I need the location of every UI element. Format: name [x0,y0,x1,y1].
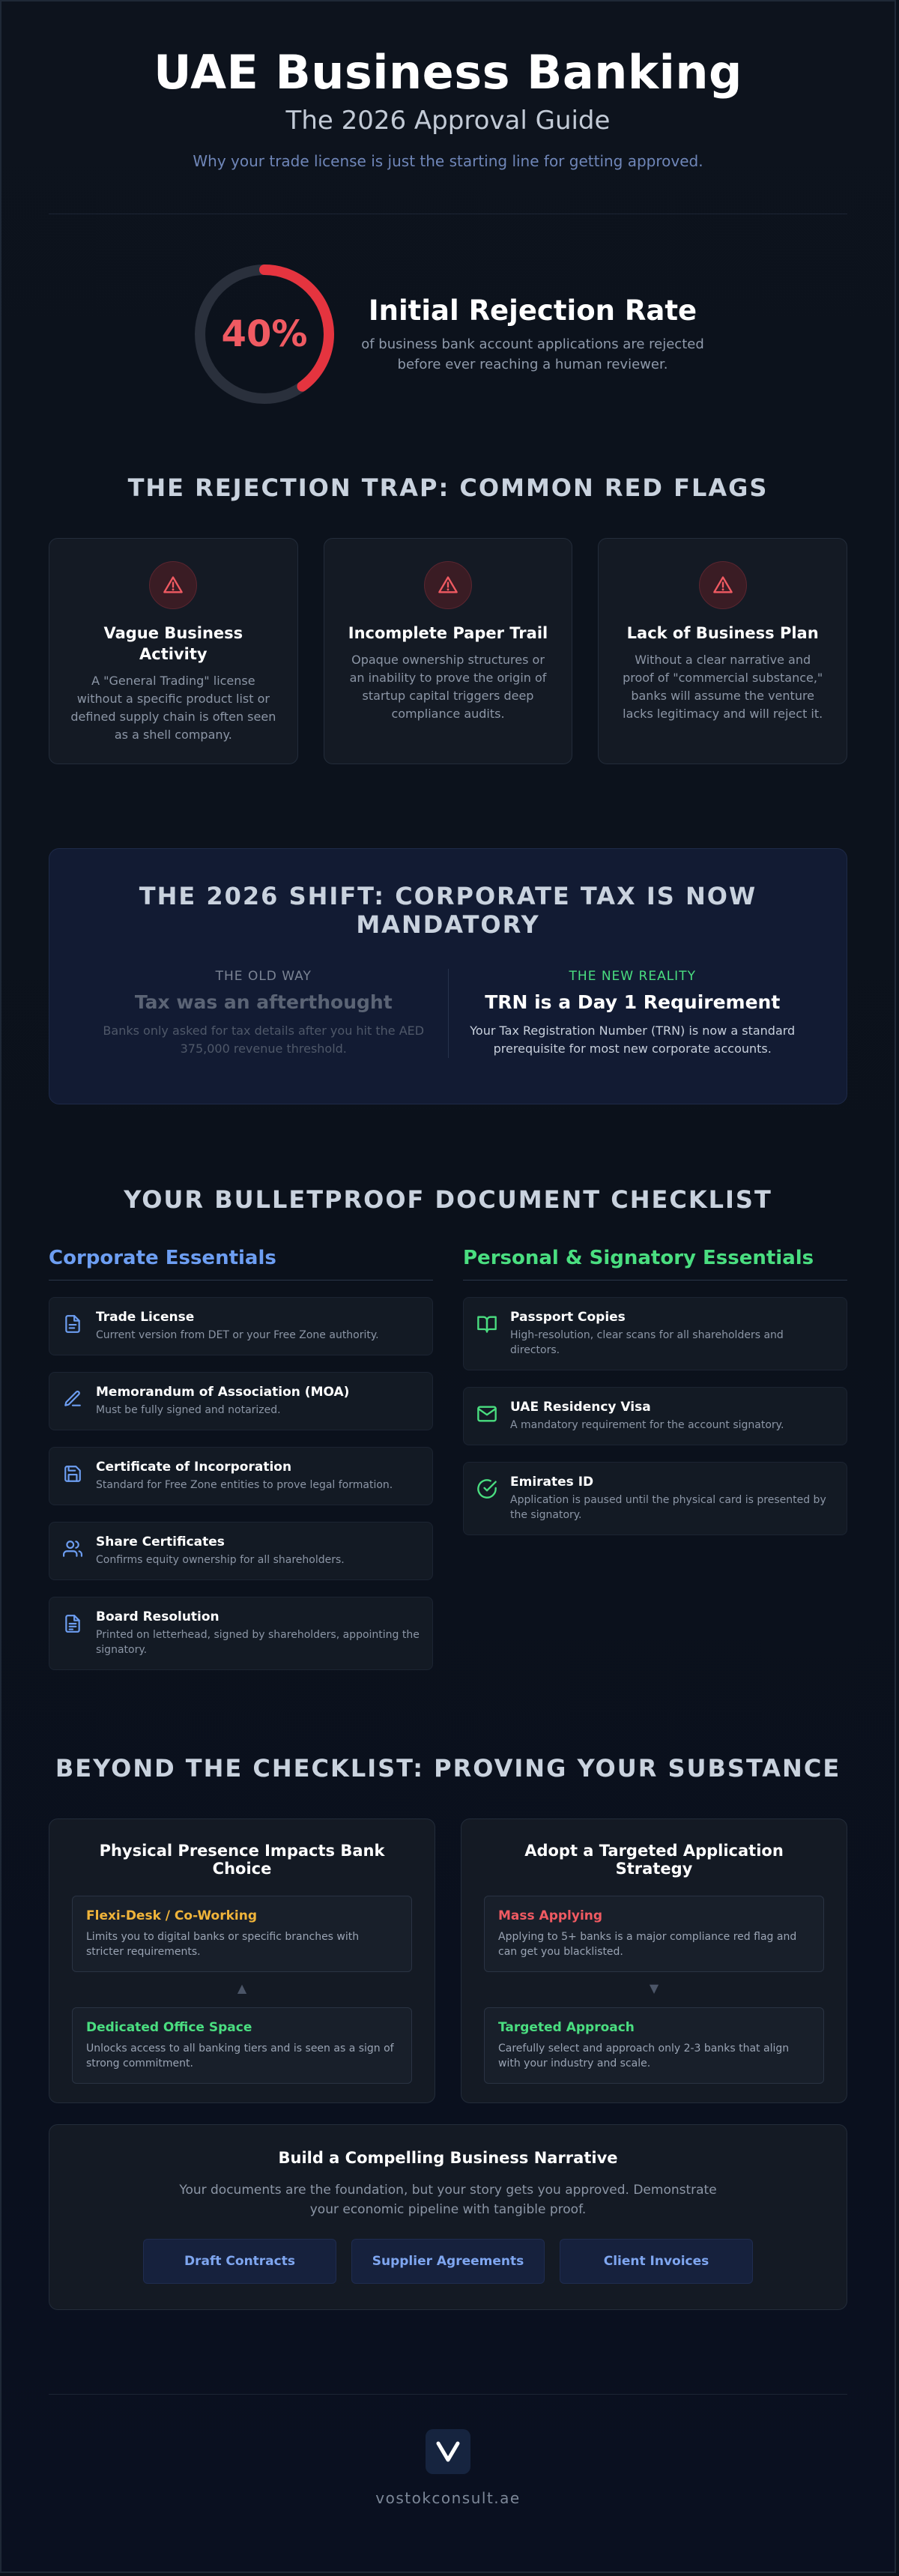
supplier-agreements-button[interactable]: Supplier Agreements [351,2239,545,2284]
checklist-item-title: Certificate of Incorporation [96,1460,292,1475]
checklist-item-description: Must be fully signed and notarized. [96,1404,281,1416]
page-title: UAE Business Banking [154,45,742,100]
checklist-item [49,1372,433,1430]
tax-old-kicker: THE OLD WAY [215,969,312,984]
personal-essentials [463,1247,847,1670]
checklist-item [463,1462,847,1535]
red-flag-card [49,538,298,764]
checklist-item [49,1522,433,1580]
page-subtitle: The 2026 Approval Guide [285,106,611,136]
presence-card [49,1818,435,2103]
option-dedicated-office [72,2007,412,2084]
checklist-item-title: Memorandum of Association (MOA) [96,1385,350,1400]
option-targeted-approach [484,2007,824,2084]
narrative-description: Your documents are the foundation, but your story gets you approved. Demonstrate your economic pipeline with tangible proof. [179,2183,717,2217]
checklist [49,1247,847,1670]
edit-icon [61,1388,84,1410]
tax-new-reality [449,969,817,1058]
checklist-item [49,1447,433,1505]
strategy-card-title: Adopt a Targeted Application Strategy [524,1842,784,1878]
draft-contracts-button[interactable]: Draft Contracts [143,2239,336,2284]
red-flag-title: Vague Business Activity [103,624,243,663]
checklist-item [49,1297,433,1355]
red-flag-title: Lack of Business Plan [626,624,819,642]
file-text-icon [61,1612,84,1635]
arrow-down-icon: ▼ [649,1981,659,1995]
warning-icon [699,561,747,609]
checklist-item [463,1297,847,1370]
checklist-item-title: Share Certificates [96,1535,225,1549]
save-icon [61,1463,84,1485]
document-icon [61,1313,84,1335]
option-description: Applying to 5+ banks is a major compliance red flag and can get you blacklisted. [498,1931,797,1958]
stat-title: Initial Rejection Rate [368,294,697,327]
narrative-card [49,2124,847,2310]
red-flag-title: Incomplete Paper Trail [348,624,548,642]
rejection-stat [49,261,847,408]
strategy-card [461,1818,847,2103]
corporate-essentials [49,1247,433,1670]
warning-icon [424,561,472,609]
option-title: Mass Applying [498,1908,603,1923]
option-description: Unlocks access to all banking tiers and is seen as a sign of strong commitment. [86,2043,394,2069]
red-flag-description: Without a clear narrative and proof of "commercial substance," banks will assume the venture lacks legitimacy and will reject it. [623,653,823,721]
tax-old-way [79,969,448,1058]
client-invoices-button[interactable]: Client Invoices [560,2239,753,2284]
tax-new-heading: TRN is a Day 1 Requirement [485,991,781,1013]
checklist-item [49,1597,433,1670]
footer-url[interactable]: vostokconsult.ae [375,2489,521,2507]
tax-old-heading: Tax was an afterthought [134,991,393,1013]
logo [426,2429,470,2474]
narrative-proof-list [79,2239,817,2284]
option-flexi-desk [72,1896,412,1972]
open-book-icon [476,1313,498,1335]
checklist-item-description: Current version from DET or your Free Zone authority. [96,1329,379,1341]
option-title: Flexi-Desk / Co-Working [86,1908,257,1923]
envelope-icon [476,1403,498,1425]
option-mass-applying [484,1896,824,1972]
red-flags-list [49,538,847,764]
presence-card-title: Physical Presence Impacts Bank Choice [99,1842,385,1878]
checklist-item-description: Application is paused until the physical card is presented by the signatory. [510,1494,826,1521]
narrative-title: Build a Compelling Business Narrative [278,2149,618,2167]
substance-title: BEYOND THE CHECKLIST: PROVING YOUR SUBSTANCE [55,1754,841,1783]
checklist-title: YOUR BULLETPROOF DOCUMENT CHECKLIST [124,1185,772,1214]
option-description: Limits you to digital banks or specific branches with stricter requirements. [86,1931,360,1958]
checklist-item-title: Trade License [96,1310,195,1325]
red-flags-title: THE REJECTION TRAP: COMMON RED FLAGS [127,474,769,502]
red-flag-card [324,538,573,764]
page-tagline: Why your trade license is just the starting line for getting approved. [193,152,703,170]
option-title: Targeted Approach [498,2020,635,2035]
red-flag-description: Opaque ownership structures or an inability to prove the origin of startup capital triggers deep compliance audits. [349,653,547,721]
warning-icon [149,561,197,609]
rejection-ring [191,261,338,408]
tax-old-description: Banks only asked for tax details after you hit the AED 375,000 revenue threshold. [103,1024,425,1056]
checklist-item-title: Emirates ID [510,1475,594,1490]
checklist-item-description: A mandatory requirement for the account signatory. [510,1419,784,1431]
option-title: Dedicated Office Space [86,2020,252,2035]
stat-description: of business bank account applications are rejected before ever reaching a human reviewer. [361,336,704,372]
red-flag-description: A "General Trading" license without a specific product list or defined supply chain is often seen as a shell company. [70,674,276,742]
option-description: Carefully select and approach only 2-3 banks that align with your industry and scale. [498,2043,790,2069]
arrow-up-icon: ▲ [237,1981,247,1995]
checklist-item-description: High-resolution, clear scans for all shareholders and directors. [510,1329,784,1356]
checklist-item [463,1387,847,1445]
users-icon [61,1538,84,1560]
tax-shift-title: THE 2026 SHIFT: CORPORATE TAX IS NOW MANDATORY [139,882,757,939]
checklist-item-title: Board Resolution [96,1609,220,1624]
logo-mark [435,2440,461,2463]
tax-shift-panel [49,848,847,1104]
red-flag-card [598,538,847,764]
checklist-item-description: Confirms equity ownership for all shareholders. [96,1554,345,1566]
tax-new-description: Your Tax Registration Number (TRN) is now a standard prerequisite for most new corporate accounts. [470,1024,796,1056]
checklist-item-description: Standard for Free Zone entities to prove legal formation. [96,1479,393,1491]
rejection-rate-value: 40% [221,313,308,355]
checklist-item-description: Printed on letterhead, signed by shareholders, appointing the signatory. [96,1629,420,1656]
personal-essentials-heading: Personal & Signatory Essentials [463,1247,847,1281]
checklist-item-title: UAE Residency Visa [510,1400,651,1415]
checklist-item-title: Passport Copies [510,1310,626,1325]
header [49,1,847,170]
footer-divider [49,2394,847,2395]
tax-new-kicker: THE NEW REALITY [569,969,696,984]
check-circle-icon [476,1478,498,1500]
substance-cards [49,1818,847,2103]
corporate-essentials-heading: Corporate Essentials [49,1247,433,1281]
